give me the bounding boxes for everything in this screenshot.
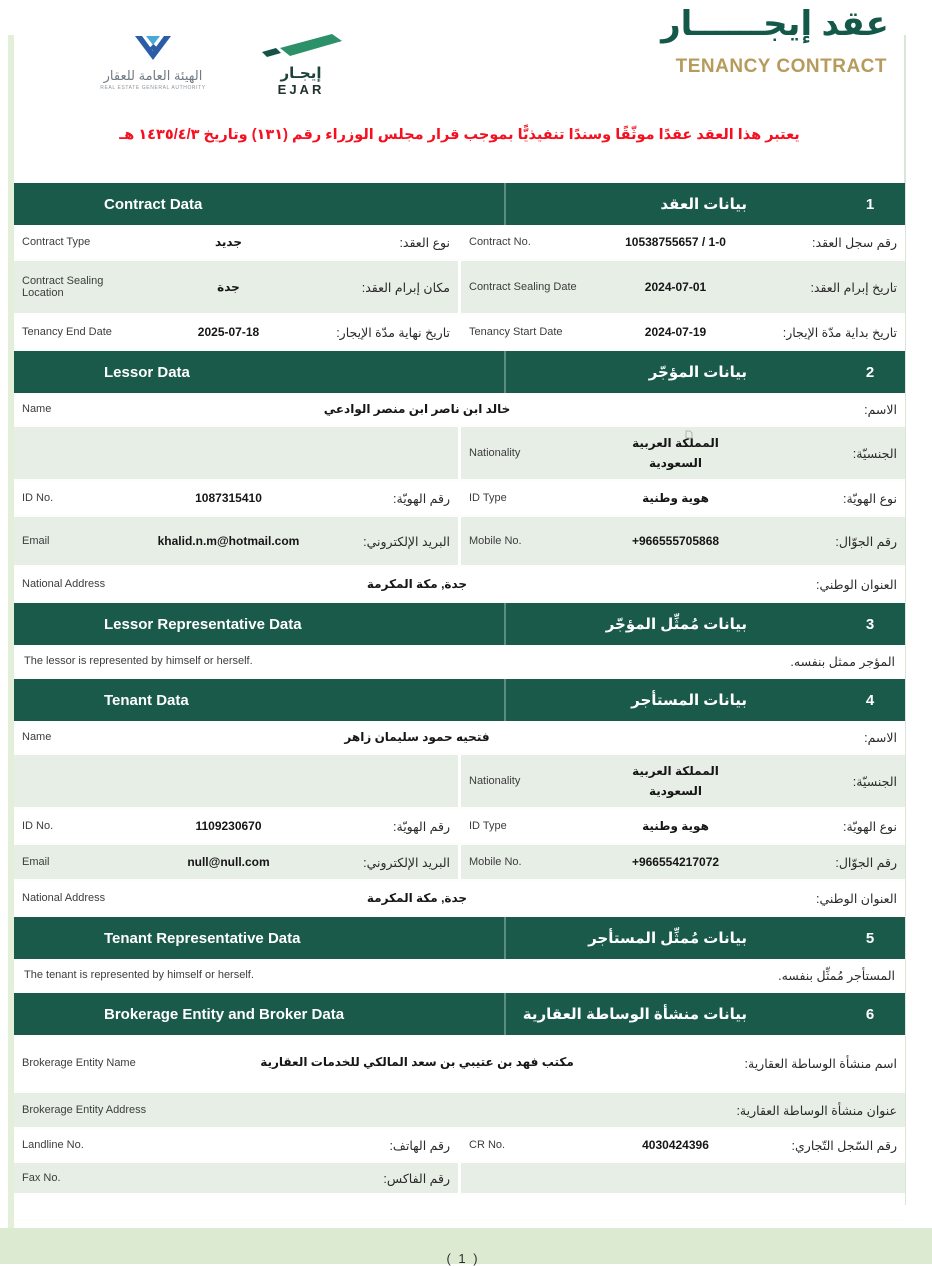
ejar-english-label: EJAR bbox=[277, 82, 325, 97]
lessor-email-label-en: Email bbox=[22, 535, 50, 547]
brokerage-name-value: مكتب فهد بن عتيبي بن سعد المالكي للخدمات العقارية bbox=[260, 1055, 574, 1070]
lessor-contact-row bbox=[14, 517, 905, 567]
flag-placeholder-icon bbox=[685, 428, 693, 442]
end-date-value: 2025-07-18 bbox=[197, 325, 260, 339]
lessor-id-type-label-ar: نوع الهويّة: bbox=[842, 491, 897, 506]
section-2-title-ar: بيانات المؤجّر bbox=[648, 364, 747, 381]
tenant-nationality-value: المملكة العربية السعودية bbox=[632, 763, 719, 798]
lessor-representative-note-row bbox=[14, 645, 905, 679]
landline-label-en: Landline No. bbox=[22, 1139, 84, 1151]
brokerage-entity-address-row bbox=[14, 1093, 905, 1129]
lessor-email-value: khalid.n.m@hotmail.com bbox=[157, 534, 300, 548]
lessor-id-type-value: هوية وطنية bbox=[642, 491, 709, 505]
lessor-name-row bbox=[14, 393, 905, 427]
tenant-id-no-label-ar: رقم الهويّة: bbox=[393, 819, 450, 834]
tenant-id-no-value: 1109230670 bbox=[195, 819, 262, 833]
landline-label-ar: رقم الهاتف: bbox=[389, 1138, 450, 1153]
contract-no-value: 10538755657 / 1-0 bbox=[625, 235, 726, 249]
empty-row bbox=[14, 1195, 905, 1221]
lessor-email-label-ar: البريد الإلكتروني: bbox=[363, 534, 450, 549]
lessor-id-no-label-en: ID No. bbox=[22, 492, 54, 504]
tenant-email-label-en: Email bbox=[22, 856, 50, 868]
tenant-contact-row bbox=[14, 845, 905, 881]
fax-label-en: Fax No. bbox=[22, 1172, 61, 1184]
page-number: ( 1 ) bbox=[446, 1251, 480, 1266]
contract-sealing-row bbox=[14, 261, 905, 315]
contract-type-value: جديد bbox=[214, 235, 243, 249]
section-1-title-en: Contract Data bbox=[104, 195, 203, 213]
tenant-national-address-row bbox=[14, 881, 905, 917]
end-date-label-en: Tenancy End Date bbox=[22, 326, 112, 338]
tenancy-contract-title: TENANCY CONTRACT bbox=[675, 56, 887, 77]
start-date-label-en: Tenancy Start Date bbox=[469, 326, 563, 338]
lessor-name-label-en: Name bbox=[22, 403, 52, 415]
section-5-title-ar: بيانات مُمثِّل المستأجر bbox=[588, 930, 747, 947]
lessor-id-row bbox=[14, 481, 905, 517]
section-2-title-en: Lessor Data bbox=[104, 363, 190, 381]
section-3-title-en: Lessor Representative Data bbox=[104, 615, 302, 633]
cr-no-label-ar: رقم السّجل التّجاري: bbox=[791, 1138, 897, 1153]
sealing-date-value: 2024-07-01 bbox=[644, 280, 707, 294]
contract-no-label-en: Contract No. bbox=[469, 236, 531, 248]
ejar-logo bbox=[256, 32, 346, 97]
section-6-number: 6 bbox=[865, 1005, 875, 1023]
section-2-header bbox=[14, 351, 905, 393]
lessor-id-type-label-en: ID Type bbox=[469, 492, 507, 504]
cr-no-value: 4030424396 bbox=[642, 1138, 709, 1152]
tenant-representative-note-ar: المستأجر مُمثِّل بنفسه. bbox=[778, 968, 895, 983]
section-4-number: 4 bbox=[865, 691, 875, 709]
section-2-number: 2 bbox=[865, 363, 875, 381]
tenant-mobile-value: +966554217072 bbox=[631, 855, 720, 869]
section-3-title-ar: بيانات مُمثِّل المؤجّر bbox=[605, 616, 747, 633]
sealing-location-label-en: Contract Sealing Location bbox=[22, 275, 104, 299]
tenant-representative-note-row bbox=[14, 959, 905, 993]
section-4-title-ar: بيانات المستأجر bbox=[631, 692, 747, 709]
section-1-number: 1 bbox=[865, 195, 875, 213]
contract-no-label-ar: رقم سجل العقد: bbox=[812, 235, 897, 250]
lessor-mobile-value: +966555705868 bbox=[631, 534, 720, 548]
sealing-date-label-ar: تاريخ إبرام العقد: bbox=[810, 280, 897, 295]
tenant-id-type-label-ar: نوع الهويّة: bbox=[842, 819, 897, 834]
tenant-email-value: null@null.com bbox=[187, 855, 270, 869]
tenant-name-row bbox=[14, 721, 905, 755]
sealing-location-value: جدة bbox=[217, 280, 240, 294]
landline-cr-row bbox=[14, 1129, 905, 1163]
contract-type-number-row bbox=[14, 225, 905, 261]
fax-row bbox=[14, 1163, 905, 1195]
end-date-label-ar: تاريخ نهاية مدّة الإيجار: bbox=[336, 325, 450, 340]
brokerage-address-label-en: Brokerage Entity Address bbox=[22, 1104, 147, 1116]
section-3-header bbox=[14, 603, 905, 645]
tenant-nationality-label-en: Nationality bbox=[469, 775, 521, 787]
lessor-nationality-label-en: Nationality bbox=[469, 447, 521, 459]
cr-no-label-en: CR No. bbox=[469, 1139, 506, 1151]
section-4-title-en: Tenant Data bbox=[104, 691, 189, 709]
lessor-address-value: جدة, مكة المكرمة bbox=[366, 577, 468, 591]
rega-chevron-icon bbox=[131, 48, 175, 65]
lessor-name-label-ar: الاسم: bbox=[864, 402, 897, 417]
contract-sections bbox=[14, 183, 905, 1221]
section-1-title-ar: بيانات العقد bbox=[660, 196, 747, 213]
tenant-address-label-ar: العنوان الوطني: bbox=[815, 891, 897, 906]
section-5-header bbox=[14, 917, 905, 959]
rega-english-label: REAL ESTATE GENERAL AUTHORITY bbox=[100, 85, 206, 91]
lessor-nationality-row bbox=[14, 427, 905, 481]
tenant-email-label-ar: البريد الإلكتروني: bbox=[363, 855, 450, 870]
tenant-name-value: فتحيه حمود سليمان زاهر bbox=[344, 730, 490, 744]
tenant-representative-note-en: The tenant is represented by himself or herself. bbox=[24, 969, 254, 981]
tenant-id-no-label-en: ID No. bbox=[22, 820, 54, 832]
clipped-arabic-contract-title: عقد إيجــــــار bbox=[661, 5, 889, 43]
brokerage-name-label-en: Brokerage Entity Name bbox=[22, 1057, 136, 1069]
lessor-nationality-label-ar: الجنسيّة: bbox=[852, 446, 897, 461]
tenancy-dates-row bbox=[14, 315, 905, 351]
ejar-flag-icon bbox=[260, 45, 342, 62]
fax-label-ar: رقم الفاكس: bbox=[383, 1171, 450, 1186]
section-5-number: 5 bbox=[865, 929, 875, 947]
contract-type-label-ar: نوع العقد: bbox=[399, 235, 450, 250]
rega-arabic-label: الهيئة العامة للعقار bbox=[103, 68, 203, 83]
start-date-label-ar: تاريخ بداية مدّة الإيجار: bbox=[782, 325, 897, 340]
lessor-mobile-label-ar: رقم الجوّال: bbox=[835, 534, 897, 549]
lessor-mobile-label-en: Mobile No. bbox=[469, 535, 522, 547]
lessor-id-no-value: 1087315410 bbox=[195, 491, 262, 505]
section-6-header bbox=[14, 993, 905, 1035]
tenant-id-row bbox=[14, 809, 905, 845]
executive-deed-notice: يعتبر هذا العقد عقدًا موثّقًا وسندًا تنفيذيًّا بموجب قرار مجلس الوزراء رقم (١٣١) وتاريخ ١٤٣٥/٤/٣ هـ bbox=[119, 127, 800, 143]
section-6-title-ar: بيانات منشأة الوساطة العقارية bbox=[522, 1006, 747, 1023]
tenant-name-label-en: Name bbox=[22, 731, 52, 743]
lessor-representative-note-en: The lessor is represented by himself or herself. bbox=[24, 655, 253, 667]
section-1-header bbox=[14, 183, 905, 225]
lessor-national-address-row bbox=[14, 567, 905, 603]
tenant-nationality-label-ar: الجنسيّة: bbox=[852, 774, 897, 789]
brokerage-address-label-ar: عنوان منشأة الوساطة العقارية: bbox=[736, 1103, 897, 1118]
tenant-mobile-label-ar: رقم الجوّال: bbox=[835, 855, 897, 870]
brokerage-entity-name-row bbox=[14, 1035, 905, 1093]
ejar-arabic-label: إيجـار bbox=[280, 65, 322, 82]
brokerage-name-label-ar: اسم منشأة الوساطة العقارية: bbox=[744, 1056, 897, 1071]
section-6-title-en: Brokerage Entity and Broker Data bbox=[104, 1005, 345, 1023]
lessor-id-no-label-ar: رقم الهويّة: bbox=[393, 491, 450, 506]
start-date-value: 2024-07-19 bbox=[644, 325, 707, 339]
section-5-title-en: Tenant Representative Data bbox=[104, 929, 301, 947]
tenant-nationality-row bbox=[14, 755, 905, 809]
tenant-address-value: جدة, مكة المكرمة bbox=[366, 891, 468, 905]
sealing-location-label-ar: مكان إبرام العقد: bbox=[361, 280, 450, 295]
section-4-header bbox=[14, 679, 905, 721]
rega-logo bbox=[55, 35, 251, 91]
lessor-address-label-ar: العنوان الوطني: bbox=[815, 577, 897, 592]
tenant-address-label-en: National Address bbox=[22, 892, 106, 904]
tenant-name-label-ar: الاسم: bbox=[864, 730, 897, 745]
tenant-id-type-label-en: ID Type bbox=[469, 820, 507, 832]
lessor-name-value: خالد ابن ناصر ابن منصر الوادعي bbox=[323, 402, 511, 416]
section-3-number: 3 bbox=[865, 615, 875, 633]
sealing-date-label-en: Contract Sealing Date bbox=[469, 281, 577, 293]
lessor-nationality-value: المملكة العربية السعودية bbox=[632, 435, 719, 470]
tenant-id-type-value: هوية وطنية bbox=[642, 819, 709, 833]
contract-type-label-en: Contract Type bbox=[22, 236, 91, 248]
lessor-address-label-en: National Address bbox=[22, 578, 106, 590]
lessor-representative-note-ar: المؤجر ممثل بنفسه. bbox=[790, 654, 895, 669]
tenant-mobile-label-en: Mobile No. bbox=[469, 856, 522, 868]
